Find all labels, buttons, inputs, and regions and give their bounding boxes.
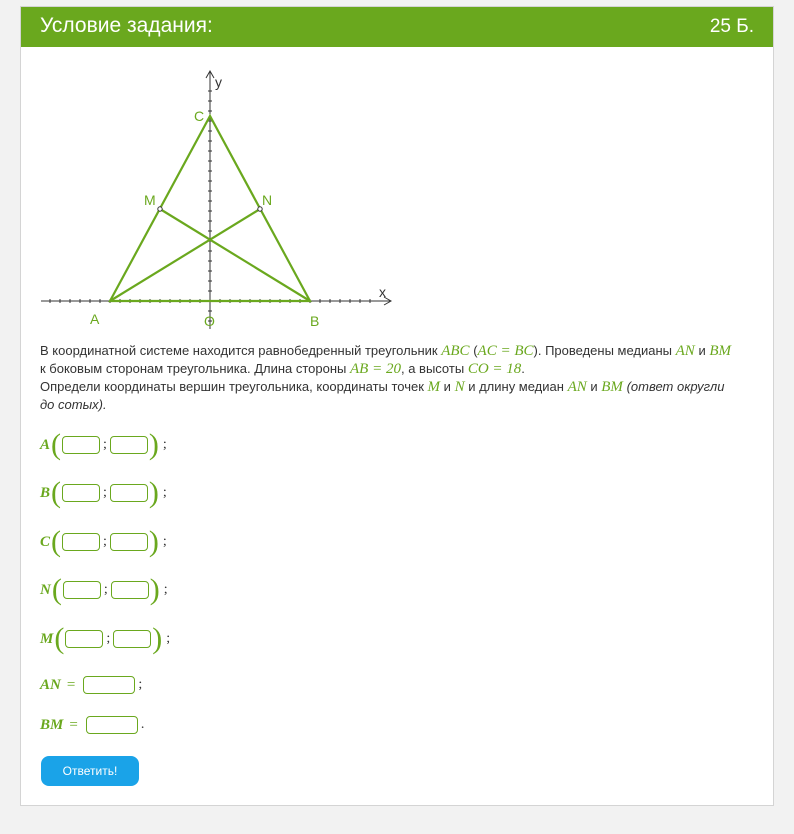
input-bm[interactable] [86,716,138,734]
input-a-x[interactable] [62,436,100,454]
answer-row-n: N ( ; ) ; [40,573,168,606]
x-axis-label: x [379,284,386,300]
input-a-y[interactable] [110,436,148,454]
triangle-figure [39,67,399,337]
task-title: Условие задания: [40,14,213,37]
point-m [158,207,162,211]
answer-row-bm: BM = . [40,716,145,733]
input-c-x[interactable] [62,533,100,551]
input-c-y[interactable] [110,533,148,551]
input-n-x[interactable] [63,581,101,599]
label-b: B [310,313,320,329]
input-m-x[interactable] [65,630,103,648]
answer-row-b: B ( ; ) ; [40,476,167,509]
answer-row-an: AN = ; [40,676,143,693]
answer-row-m: M ( ; ) ; [40,622,171,655]
label-o: O [204,313,215,329]
y-axis-label: y [215,74,222,90]
label-a: A [90,311,100,327]
task-header [21,7,773,47]
input-b-x[interactable] [62,484,100,502]
median-an [110,209,260,301]
task-statement: В координатной системе находится равнобедренный треугольник ABC (AC = BC). Проведены медианы AN и BM к боковым сторонам треугольника. Длина стороны AB = 20, а высоты CO = 18. Определи координаты вершин треугольника, координаты точек M и N и длину медиан AN и BM (ответ округли до сотых). [40,343,731,412]
answer-row-a: A ( ; ) ; [40,428,167,461]
label-m: M [144,192,156,208]
answer-row-c: C ( ; ) ; [40,525,167,558]
label-c: C [194,108,205,124]
label-n: N [262,192,273,208]
input-b-y[interactable] [110,484,148,502]
input-m-y[interactable] [113,630,151,648]
task-card [20,6,774,806]
input-an[interactable] [83,676,135,694]
submit-button[interactable]: Ответить! [41,756,139,786]
median-bm [160,209,310,301]
task-points: 25 Б. [709,16,754,37]
input-n-y[interactable] [111,581,149,599]
